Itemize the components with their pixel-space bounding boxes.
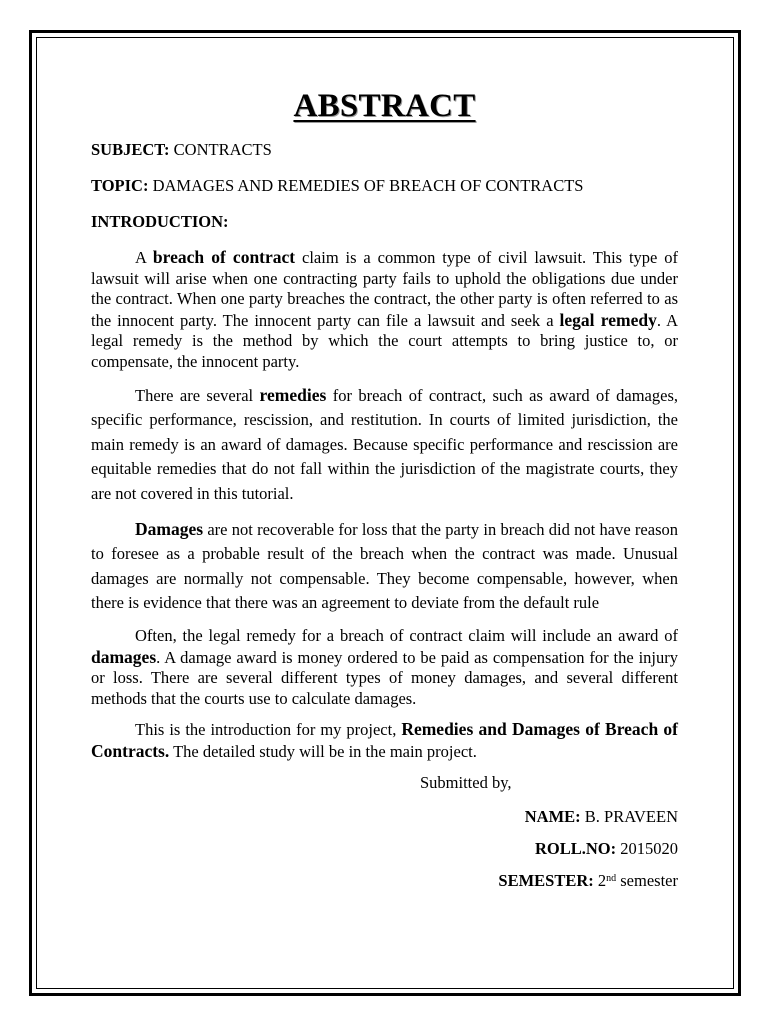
name-value: B. PRAVEEN [580,807,678,827]
p4-text-b: . A damage award is money ordered to be paid as compensation for the injury or loss. There are several different types of money damages, and several different methods that the courts use to calculate damages. [91,647,678,708]
introduction-heading [91,211,678,233]
p3-bold-damages: Damages [135,518,204,539]
document-title: ABSTRACT [293,88,476,124]
introduction-label: INTRODUCTION: [91,212,229,231]
p4-text-a: Often, the legal remedy for a breach of contract claim will include an award of [135,625,678,645]
subject-label: SUBJECT: [91,140,170,159]
p1-text-a: A [135,248,153,267]
p2-text-b: for breach of contract, such as award of damages, specific performance, rescission, and restitution. In courts of limited jurisdiction, the main remedy is an award of damages. Because specific performance and rescission are equitable remedies that do not fall within the jurisdiction of the magistrate courts, they are not covered in this tutorial. [91,385,678,503]
paragraph-4 [91,626,678,709]
semester-line [91,870,678,892]
p1-bold-breach: breach of contract [152,247,296,267]
p1-text-c: . A legal remedy is the method by which the court attempts to bring justice to, or compensate, the innocent party. [91,310,678,371]
submitted-by: Submitted by, [420,773,512,793]
roll-value: 2015020 [616,839,678,859]
semester-suffix: nd [606,873,617,885]
p1-bold-legal-remedy: legal remedy [559,309,657,330]
subject-line [91,139,678,161]
paragraph-2 [91,383,678,507]
paragraph-5 [91,719,678,762]
p3-text-a: are not recoverable for loss that the party in breach did not have reason to foresee as a probable result of the breach when the contract was made. Unusual damages are normally not compensable. They become compensable, however, when there is evidence that there was an agreement to deviate from the default rule [91,519,678,613]
semester-word: semester [616,871,678,891]
topic-value: DAMAGES AND REMEDIES OF BREACH OF CONTRACTS [148,176,584,195]
p5-text-b: The detailed study will be in the main project. [169,741,477,761]
name-line [91,806,678,828]
p2-bold-remedies: remedies [259,384,327,405]
semester-label: SEMESTER: [498,871,594,891]
p1-text-b: claim is a common type of civil lawsuit. This type of lawsuit will arise when one contracting party fails to uphold the obligations due under the contract. When one party breaches the contract, the other party is often referred to as the innocent party. The innocent party can file a lawsuit and seek a [91,248,678,330]
subject-value: CONTRACTS [169,140,272,159]
p5-bold-project-title: Remedies and Damages of Breach of Contracts. [91,719,678,761]
document-body [91,88,678,902]
p5-text-a: This is the introduction for my project, [135,720,402,740]
name-label: NAME: [524,807,581,827]
p2-text-a: There are several [135,385,260,405]
p4-bold-damages: damages [91,646,157,667]
roll-line [91,838,678,860]
semester-number: 2 [593,871,607,891]
paragraph-3 [91,517,678,616]
paragraph-1 [91,247,678,373]
roll-label: ROLL.NO: [534,839,617,859]
topic-line [91,175,678,197]
topic-label: TOPIC: [91,176,149,195]
